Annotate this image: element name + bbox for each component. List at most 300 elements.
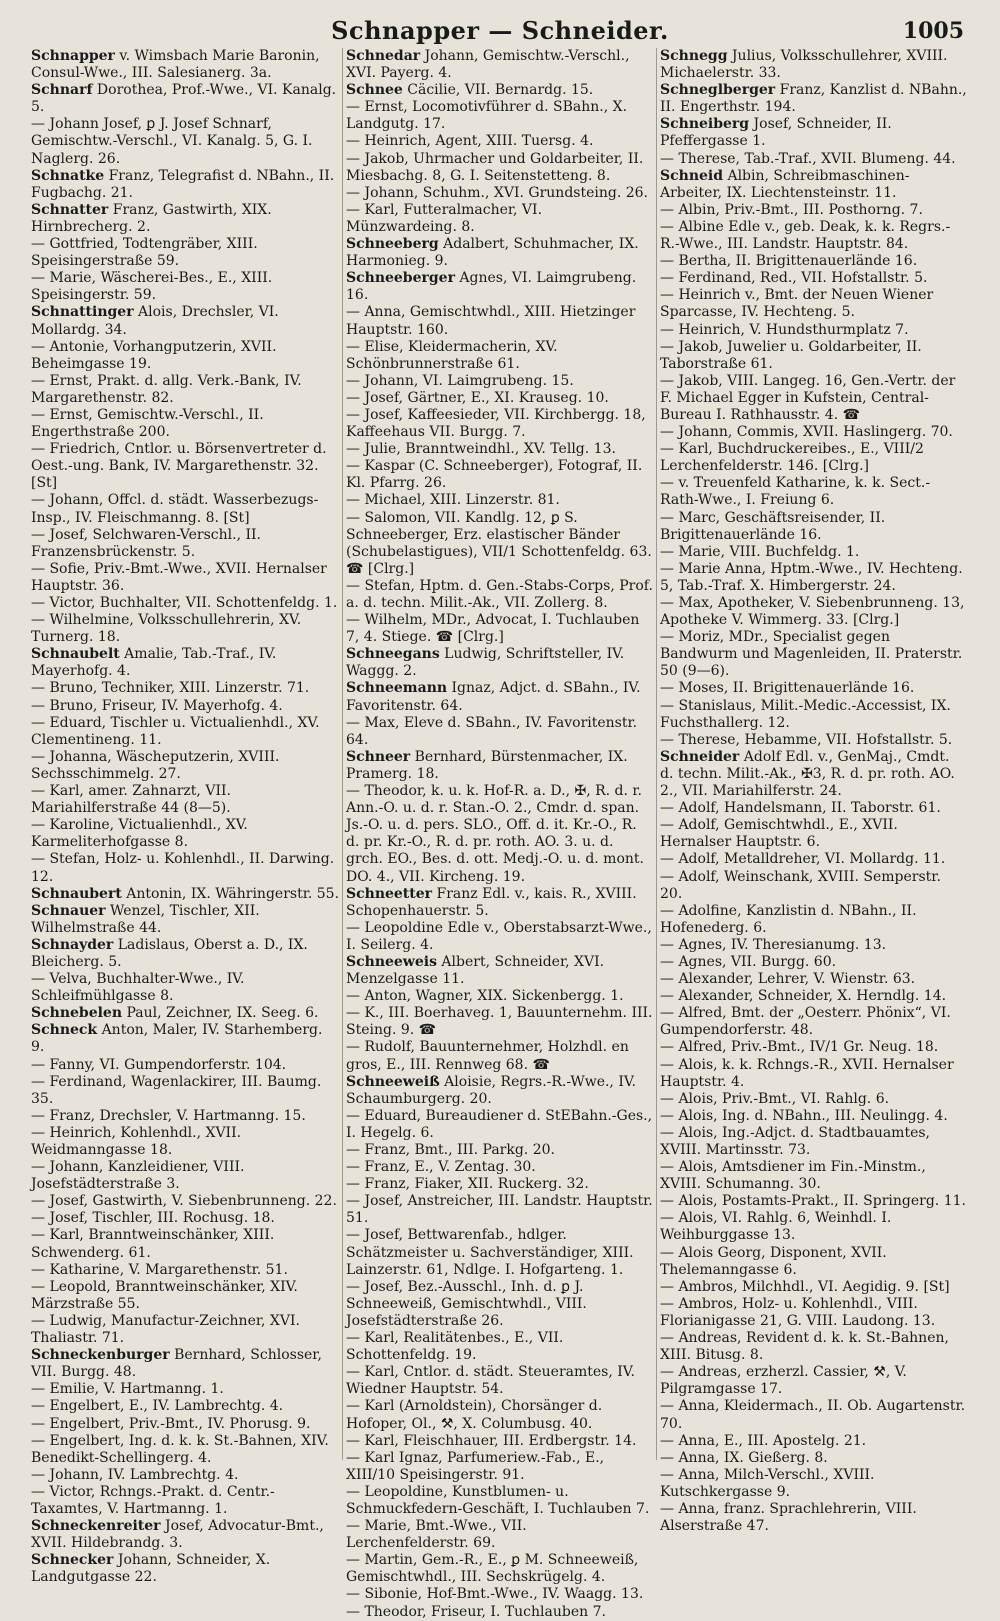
entry-text: — Johann, VI. Laimgrubeng. 15. [346, 372, 574, 389]
directory-entry [31, 116, 339, 167]
directory-entry [660, 629, 967, 680]
directory-entry [346, 886, 653, 920]
entry-text: — Marie, Wäscherei-Bes., E., XIII. Speisingerstr. 59. [31, 270, 273, 304]
directory-entry [660, 82, 967, 116]
directory-entry [660, 1330, 967, 1364]
entry-text: — Ernst, Prakt. d. allg. Verk.-Bank, IV. Margarethenstr. 82. [31, 372, 302, 406]
entry-surname: Schneider [660, 748, 740, 765]
directory-entry [31, 339, 339, 373]
directory-entry [31, 680, 339, 697]
directory-entry [31, 1279, 339, 1313]
entry-text: Ignaz, Adjct. d. SBahn., IV. Favoritenstr. 64. [346, 680, 641, 714]
entry-text: Cäcilie, VII. Bernardg. 15. [402, 82, 594, 99]
entry-text: — Elise, Kleidermacherin, XV. Schönbrunnerstraße 61. [346, 338, 558, 372]
directory-entry [660, 544, 967, 561]
directory-entry [31, 304, 339, 338]
directory-entry [660, 116, 967, 150]
entry-text: — Alois, Ing.-Adjct. d. Stadtbauamtes, XVIII. Martinsstr. 73. [660, 1124, 931, 1158]
directory-entry [31, 1381, 339, 1398]
directory-entry [31, 1262, 339, 1279]
entry-text: — Johann, Commis, XVII. Haslingerg. 70. [660, 424, 953, 441]
entry-text: — Therese, Hebamme, VII. Hofstallstr. 5. [660, 731, 953, 748]
entry-text: — Karl, amer. Zahnarzt, VII. Mariahilferstraße 44 (8—5). [31, 783, 231, 817]
entry-surname: Schneiberg [660, 116, 750, 133]
directory-entry [660, 1398, 967, 1432]
entry-text: — Victor, Rchngs.-Prakt. d. Centr.-Taxamtes, V. Hartmanng. 1. [31, 1483, 275, 1517]
column-middle [342, 48, 656, 1620]
directory-entry [31, 971, 339, 1005]
directory-entry [346, 185, 653, 202]
entry-surname: Schnaubert [31, 885, 122, 902]
entry-text: Antonin, IX. Währingerstr. 55. [121, 885, 340, 902]
directory-entry [31, 1210, 339, 1227]
entry-text: — Therese, Tab.-Traf., XVII. Blumeng. 44. [660, 150, 956, 167]
entry-text: — Alois, Postamts-Prakt., II. Springerg. 11. [660, 1193, 966, 1210]
entry-text: — Agnes, IV. Theresianumg. 13. [660, 936, 887, 953]
directory-entry [346, 82, 653, 99]
entry-text: — Moriz, MDr., Specialist gegen Bandwurm und Magenleiden, II. Praterstr. 50 (9—6). [660, 629, 963, 680]
directory-entry [660, 749, 967, 800]
directory-entry [660, 903, 967, 937]
entry-text: — Bruno, Friseur, IV. Mayerhofg. 4. [31, 697, 283, 714]
directory-entry [660, 219, 967, 253]
entry-surname: Schneemann [346, 680, 448, 697]
entry-text: — Alois Georg, Disponent, XVII. Thelemanngasse 6. [660, 1244, 887, 1278]
entry-text: — Ferdinand, Red., VII. Hofstallstr. 5. [660, 270, 928, 287]
entry-text: — Heinrich, V. Hundsthurmplatz 7. [660, 321, 909, 338]
directory-entry [660, 168, 967, 202]
directory-entry [31, 1193, 339, 1210]
directory-entry [660, 510, 967, 544]
entry-surname: Schnattinger [31, 304, 134, 321]
entry-text: — Marie, Bmt.-Wwe., VII. Lerchenfelderstr. 69. [346, 1518, 527, 1552]
directory-entry [31, 1005, 339, 1022]
entry-text: — Karl, Branntweinschänker, XIII. Schwenderg. 61. [31, 1227, 275, 1261]
directory-entry [31, 886, 339, 903]
entry-text: — v. Treuenfeld Katharine, k. k. Sect.-Rath-Wwe., I. Freiung 6. [660, 475, 931, 509]
directory-entry [31, 903, 339, 937]
entry-text: — Stefan, Hptm. d. Gen.-Stabs-Corps, Prof. a. d. techn. Milit.-Ak., VII. Zollerg. 8. [346, 577, 653, 611]
entry-text: — Julie, Branntweindhl., XV. Tellg. 13. [346, 441, 616, 458]
directory-entry [660, 1467, 967, 1501]
directory-entry [346, 99, 653, 133]
directory-entry [31, 441, 339, 492]
entry-text: — Max, Apotheker, V. Siebenbrunneng. 13, Apotheke V. Wimmerg. 33. [Clrg.] [660, 595, 965, 629]
entry-text: Ludwig, Schriftsteller, IV. Waggg. 2. [346, 646, 625, 680]
entry-text: — Johann, IV. Lambrechtg. 4. [31, 1466, 239, 1483]
directory-entry [346, 236, 653, 270]
directory-entry [31, 817, 339, 851]
directory-entry [660, 1125, 967, 1159]
entry-text: — Alois, Priv.-Bmt., VI. Rahlg. 6. [660, 1090, 890, 1107]
entry-text: — Eduard, Tischler u. Victualienhdl., XV. Clementineng. 11. [31, 714, 320, 748]
directory-entry [660, 1159, 967, 1193]
entry-text: — Alois, Amtsdiener im Fin.-Minstm., XVIII. Schumanng. 30. [660, 1159, 926, 1193]
directory-entry [660, 1364, 967, 1398]
directory-entry [346, 1039, 653, 1073]
entry-text: — Martin, Gem.-R., E., ꝑ M. Schneeweiß, Gemischtwhdl., III. Sechskrügelg. 4. [346, 1552, 639, 1586]
entry-text: — Wilhelm, MDr., Advocat, I. Tuchlauben 7, 4. Stiege. ☎ [Clrg.] [346, 612, 640, 646]
directory-entry [31, 937, 339, 971]
directory-entry [31, 48, 339, 82]
entry-surname: Schneer [346, 748, 411, 765]
directory-entry [31, 1416, 339, 1433]
entry-text: — Franz, Bmt., III. Parkg. 20. [346, 1142, 555, 1158]
entry-text: — Alois, k. k. Rchngs.-R., XVII. Hernalser Hauptstr. 4. [660, 1056, 954, 1090]
entry-text: — Johann, Kanzleidiener, VIII. Josefstädterstraße 3. [31, 1159, 245, 1193]
directory-entry [31, 783, 339, 817]
directory-entry [346, 646, 653, 680]
entry-text: Franz Edl. v., kais. R., XVIII. Schopenhauerstr. 5. [346, 885, 637, 919]
entry-text: — Josef, Selchwaren-Verschl., II. Franzensbrückenstr. 5. [31, 526, 261, 560]
entry-text: — Theodor, Friseur, I. Tuchlauben 7. [346, 1603, 606, 1620]
directory-entry [31, 749, 339, 783]
entry-text: — Bertha, II. Brigittenauerlände 16. [660, 253, 918, 270]
entry-surname: Schnapper [31, 48, 115, 64]
entry-text: — Karoline, Victualienhdl., XV. Karmeliterhofgasse 8. [31, 817, 248, 851]
entry-surname: Schneeberger [346, 270, 455, 287]
entry-text: Dorothea, Prof.-Wwe., VI. Kanalg. 5. [31, 82, 337, 116]
entry-surname: Schnebelen [31, 1005, 122, 1022]
directory-entry [346, 578, 653, 612]
directory-entry [660, 1210, 967, 1244]
entry-text: — Alois, VI. Rahlg. 6, Weinhdl. I. Weihburggasse 13. [660, 1210, 892, 1244]
entry-text: — Ernst, Gemischtw.-Verschl., II. Engerthstraße 200. [31, 406, 264, 441]
directory-entry [31, 1227, 339, 1261]
entry-surname: Schnayder [31, 936, 114, 953]
directory-entry [660, 954, 967, 971]
page-title: Schnapper — Schneider. [331, 16, 669, 45]
directory-entry [660, 1501, 967, 1535]
entry-text: Adolf Edl. v., GenMaj., Cmdt. d. techn. Milit.-Ak., ✠3, R. d. pr. roth. AO. 2., VII. Mariahilferstr. 24. [660, 748, 955, 800]
entry-text: — Josef, Bettwarenfab., hdlger. Schätzmeister u. Sachverständiger, XIII. Lainzerstr. 61, Ndlge. I. Hofgarteng. 1. [346, 1227, 634, 1278]
directory-entry [31, 270, 339, 304]
directory-entry [660, 373, 967, 424]
directory-entry [31, 1074, 339, 1108]
directory-entry [660, 732, 967, 749]
entry-surname: Schnegg [660, 48, 728, 64]
directory-entry [660, 1057, 967, 1091]
column-left [28, 48, 342, 1586]
entry-text: Anton, Maler, IV. Starhemberg. 9. [31, 1022, 323, 1056]
entry-text: — Leopold, Branntweinschänker, XIV. Märzstraße 55. [31, 1278, 298, 1312]
entry-text: — Adolf, Metalldreher, VI. Mollardg. 11. [660, 851, 946, 868]
entry-text: — Anna, E., III. Apostelg. 21. [660, 1432, 867, 1449]
directory-entry [31, 1398, 339, 1415]
entry-text: — Karl (Arnoldstein), Chorsänger d. Hofoper, Ol., ⚒, X. Columbusg. 40. [346, 1398, 603, 1432]
entry-surname: Schneckenreiter [31, 1518, 161, 1535]
entry-text: — Sibonie, Hof-Bmt.-Wwe., IV. Waagg. 13. [346, 1586, 644, 1603]
directory-entry [660, 1108, 967, 1125]
directory-entry [346, 492, 653, 509]
directory-entry [346, 202, 653, 236]
directory-entry [660, 988, 967, 1005]
entry-text: — Franz, Drechsler, V. Hartmanng. 15. [31, 1107, 306, 1124]
directory-entry [660, 322, 967, 339]
entry-text: — Engelbert, Priv.-Bmt., IV. Phorusg. 9. [31, 1415, 311, 1432]
directory-entry [31, 1484, 339, 1518]
entry-surname: Schnatter [31, 201, 109, 218]
entry-text: — Fanny, VI. Gumpendorferstr. 104. [31, 1056, 287, 1073]
entry-text: — Karl, Realitätenbes., E., VII. Schottenfeldg. 19. [346, 1330, 564, 1364]
directory-entry [31, 1433, 339, 1467]
entry-text: — Ambros, Holz- u. Kohlenhdl., VIII. Florianigasse 21, G. VIII. Laudong. 13. [660, 1295, 936, 1329]
directory-entry [31, 1057, 339, 1074]
entry-text: — Alfred, Priv.-Bmt., IV/1 Gr. Neug. 18. [660, 1039, 939, 1056]
entry-text: — Andreas, Revident d. k. k. St.-Bahnen, XIII. Bitusg. 8. [660, 1330, 949, 1364]
directory-entry [660, 441, 967, 475]
directory-entry [346, 407, 653, 441]
entry-text: — Anton, Wagner, XIX. Sickenbergg. 1. [346, 988, 624, 1005]
directory-entry [660, 1039, 967, 1056]
directory-entry [660, 475, 967, 509]
entry-text: Amalie, Tab.-Traf., IV. Mayerhofg. 4. [31, 646, 277, 680]
entry-text: — Adolf, Gemischtwhdl., E., XVII. Hernalser Hauptstr. 6. [660, 817, 898, 851]
entry-surname: Schneeweiß [346, 1073, 440, 1090]
entry-text: — Albine Edle v., geb. Deak, k. k. Regrs.-R.-Wwe., III. Landstr. Hauptstr. 84. [660, 218, 951, 253]
directory-entry [346, 715, 653, 749]
directory-entry [346, 270, 653, 304]
entry-text: — Alois, Ing. d. NBahn., III. Neulingg. 4. [660, 1107, 948, 1124]
entry-text: — Leopoldine Edle v., Oberstabsarzt-Wwe., I. Seilerg. 4. [346, 919, 652, 953]
entry-text: Bernhard, Schlosser, VII. Burgg. 48. [31, 1347, 322, 1381]
entry-text: Agnes, VI. Laimgrubeng. 16. [346, 270, 637, 304]
directory-entry [346, 749, 653, 783]
entry-text: Albert, Schneider, XVI. Menzelgasse 11. [346, 953, 605, 988]
entry-surname: Schnecker [31, 1552, 114, 1569]
directory-entry [346, 680, 653, 714]
entry-text: — Karl Ignaz, Parfumeriew.-Fab., E., XIII/10 Speisingerstr. 91. [346, 1449, 605, 1483]
entry-surname: Schneglberger [660, 82, 776, 99]
entry-text: — Friedrich, Cntlor. u. Börsenvertreter d. Oest.-ung. Bank, IV. Margarethenstr. 32. [St] [31, 441, 327, 492]
entry-text: — Engelbert, E., IV. Lambrechtg. 4. [31, 1398, 284, 1415]
entry-text: — Engelbert, Ing. d. k. k. St.-Bahnen, XIV. Benedikt-Schellingerg. 4. [31, 1432, 329, 1466]
directory-entry [346, 1108, 653, 1142]
directory-entry [31, 1313, 339, 1347]
directory-entry [660, 698, 967, 732]
directory-entry [660, 1450, 967, 1467]
entry-text: Adalbert, Schuhmacher, IX. Harmonieg. 9. [346, 236, 639, 270]
directory-columns [28, 48, 972, 1620]
directory-entry [346, 133, 653, 150]
entry-text: Ladislaus, Oberst a. D., IX. Bleicherg. 5. [31, 936, 308, 970]
directory-entry [346, 920, 653, 954]
entry-text: — Anna, Milch-Verschl., XVIII. Kutschkergasse 9. [660, 1466, 875, 1500]
entry-text: — Alfred, Bmt. der „Oesterr. Phönix“, VI. Gumpendorferstr. 48. [660, 1005, 951, 1039]
directory-entry [346, 1484, 653, 1518]
entry-text: — Anna, Gemischtwhdl., XIII. Hietzinger Hauptstr. 160. [346, 304, 636, 338]
entry-text: Albin, Schreibmaschinen-Arbeiter, IX. Liechtensteinstr. 11. [660, 167, 910, 201]
entry-text: — Josef, Bez.-Ausschl., Inh. d. ꝑ J. Schneeweiß, Gemischtwhdl., VIII. Josefstädterstraße 26. [346, 1278, 587, 1329]
entry-text: Josef, Advocatur-Bmt., XVII. Hildebrandg. 3. [31, 1518, 324, 1552]
directory-entry [346, 783, 653, 886]
directory-entry [346, 988, 653, 1005]
directory-entry [346, 1142, 653, 1159]
directory-entry [346, 1159, 653, 1176]
entry-text: — Josef, Tischler, III. Rochusg. 18. [31, 1210, 275, 1227]
entry-text: — Salomon, VII. Kandlg. 12, ꝑ S. Schneeberger, Erz. elastischer Bänder (Schubelastigues), VII/1 Schottenfeldg. 63. ☎ [Clrg.] [346, 509, 652, 577]
entry-text: Josef, Schneider, II. Pfeffergasse 1. [660, 116, 892, 150]
column-right [656, 48, 970, 1535]
directory-entry [660, 151, 967, 168]
entry-text: — Sofie, Priv.-Bmt.-Wwe., XVII. Hernalser Hauptstr. 36. [31, 560, 327, 594]
directory-entry [660, 1091, 967, 1108]
entry-surname: Schneegans [346, 646, 440, 663]
directory-entry [31, 407, 339, 441]
directory-entry [346, 1279, 653, 1330]
entry-text: — Johann, Schuhm., XVI. Grundsteing. 26. [346, 184, 648, 201]
directory-entry [346, 510, 653, 578]
directory-entry [346, 954, 653, 988]
directory-entry [31, 1347, 339, 1381]
entry-text: — Karl, Cntlor. d. städt. Steueramtes, IV. Wiedner Hauptstr. 54. [346, 1364, 635, 1398]
directory-entry [31, 527, 339, 561]
entry-text: — Marie Anna, Hptm.-Wwe., IV. Hechteng. 5, Tab.-Traf. X. Himbergerstr. 24. [660, 560, 963, 594]
entry-text: — Jakob, Juwelier u. Goldarbeiter, II. Taborstraße 61. [660, 338, 922, 372]
directory-entry [31, 646, 339, 680]
entry-text: — Anna, franz. Sprachlehrerin, VIII. Alserstraße 47. [660, 1500, 917, 1535]
directory-entry [660, 1245, 967, 1279]
entry-surname: Schnauer [31, 902, 106, 919]
directory-entry [346, 1433, 653, 1450]
entry-text: — Adolfine, Kanzlistin d. NBahn., II. Hofenederg. 6. [660, 902, 917, 936]
directory-entry [660, 817, 967, 851]
directory-entry [31, 373, 339, 407]
entry-text: — Jakob, VIII. Langeg. 16, Gen.-Vertr. der F. Michael Egger in Kufstein, Central-Bureau I. Rathhausstr. 4. ☎ [660, 372, 956, 423]
directory-entry [31, 715, 339, 749]
directory-entry [660, 270, 967, 287]
entry-text: — Antonie, Vorhangputzerin, XVII. Beheimgasse 19. [31, 338, 277, 372]
entry-surname: Schnatke [31, 167, 105, 184]
entry-surname: Schneid [660, 167, 724, 184]
entry-text: — Andreas, erzherzl. Cassier, ⚒, V. Pilgramgasse 17. [660, 1364, 907, 1398]
entry-text: — Alexander, Schneider, X. Herndlg. 14. [660, 988, 947, 1005]
directory-entry [346, 373, 653, 390]
directory-entry [660, 1193, 967, 1210]
entry-text: Bernhard, Bürstenmacher, IX. Pramerg. 18. [346, 748, 628, 782]
entry-text: — Kaspar (C. Schneeberger), Fotograf, II. Kl. Pfarrg. 26. [346, 458, 643, 492]
entry-text: — Gottfried, Todtengräber, XIII. Speisingerstraße 59. [31, 236, 258, 270]
directory-entry [660, 287, 967, 321]
entry-text: — Heinrich, Agent, XIII. Tuersg. 4. [346, 133, 594, 150]
directory-entry [346, 339, 653, 373]
directory-entry [660, 1005, 967, 1039]
entry-text: Alois, Drechsler, VI. Mollardg. 34. [31, 304, 279, 338]
directory-entry [660, 561, 967, 595]
entry-text: — Heinrich, Kohlenhdl., XVII. Weidmanngasse 18. [31, 1124, 242, 1158]
entry-text: — Marc, Geschäftsreisender, II. Brigittenauerlände 16. [660, 509, 886, 543]
entry-text: — Michael, XIII. Linzerstr. 81. [346, 492, 560, 509]
entry-text: — Stefan, Holz- u. Kohlenhdl., II. Darwing. 12. [31, 851, 335, 885]
entry-surname: Schnedar [346, 48, 421, 64]
directory-entry [660, 1433, 967, 1450]
directory-entry [346, 1193, 653, 1227]
entry-surname: Schneeberg [346, 236, 439, 253]
entry-text: — Anna, IX. Gießerg. 8. [660, 1449, 828, 1466]
directory-entry [660, 937, 967, 954]
directory-entry [660, 339, 967, 373]
directory-entry [31, 236, 339, 270]
page-header [0, 8, 1000, 44]
entry-text: — Agnes, VII. Burgg. 60. [660, 953, 837, 970]
entry-text: — Alexander, Lehrer, V. Wienstr. 63. [660, 971, 916, 988]
directory-entry [346, 1450, 653, 1484]
directory-entry [346, 151, 653, 185]
directory-entry [660, 253, 967, 270]
directory-entry [31, 698, 339, 715]
directory-entry [31, 202, 339, 236]
entry-text: — Karl, Futteralmacher, VI. Münzwardeing. 8. [346, 201, 543, 235]
entry-text: v. Wimsbach Marie Baronin, Consul-Wwe., III. Salesianerg. 3a. [31, 48, 320, 82]
entry-text: — Ludwig, Manufactur-Zeichner, XVI. Thaliastr. 71. [31, 1312, 300, 1347]
entry-text: — Wilhelmine, Volksschullehrerin, XV. Turnerg. 18. [31, 612, 302, 646]
entry-text: — Katharine, V. Margarethenstr. 51. [31, 1261, 288, 1278]
entry-text: — Moses, II. Brigittenauerlände 16. [660, 680, 915, 697]
directory-entry [346, 1518, 653, 1552]
entry-text: — Adolf, Weinschank, XVIII. Semperstr. 20. [660, 868, 941, 902]
entry-text: — Eduard, Bureaudiener d. StEBahn.-Ges., I. Hegelg. 6. [346, 1107, 653, 1141]
entry-surname: Schneck [31, 1022, 98, 1039]
directory-entry [660, 800, 967, 817]
entry-text: — Rudolf, Bauunternehmer, Holzhdl. en gros, E., III. Rennweg 68. ☎ [346, 1039, 629, 1073]
entry-text: — Adolf, Handelsmann, II. Taborstr. 61. [660, 800, 941, 817]
directory-entry [660, 869, 967, 903]
directory-entry [31, 595, 339, 612]
entry-text: — Heinrich v., Bmt. der Neuen Wiener Sparcasse, IV. Hechteng. 5. [660, 287, 934, 321]
entry-text: — K., III. Boerhaveg. 1, Bauunternehm. III. Steing. 9. ☎ [346, 1005, 653, 1039]
entry-text: Johann, Gemischtw.-Verschl., XVI. Payerg. 4. [346, 48, 630, 82]
directory-entry [31, 492, 339, 526]
directory-entry [346, 1005, 653, 1039]
entry-text: — Josef, Kaffeesieder, VII. Kirchbergg. 18, Kaffeehaus VII. Burgg. 7. [346, 406, 646, 441]
entry-text: — Franz, Fiaker, XII. Ruckerg. 32. [346, 1176, 589, 1193]
entry-text: Franz, Telegrafist d. NBahn., II. Fugbachg. 21. [31, 167, 335, 201]
directory-entry [346, 1586, 653, 1603]
directory-entry [346, 48, 653, 82]
directory-entry [31, 1125, 339, 1159]
directory-entry [346, 612, 653, 646]
directory-entry [346, 390, 653, 407]
directory-entry [346, 1604, 653, 1621]
entry-text: — Johann Josef, ꝑ J. Josef Schnarf, Gemischtw.-Verschl., VI. Kanalg. 5, G. I. Naglerg. 26. [31, 116, 313, 167]
entry-text: — Ambros, Milchhdl., VI. Aegidig. 9. [St] [660, 1278, 950, 1295]
directory-entry [31, 1022, 339, 1056]
entry-text: — Emilie, V. Hartmanng. 1. [31, 1381, 224, 1398]
entry-text: — Ernst, Locomotivführer d. SBahn., X. Landgutg. 17. [346, 99, 628, 133]
entry-text: Johann, Schneider, X. Landgutgasse 22. [31, 1552, 271, 1586]
directory-entry [660, 851, 967, 868]
directory-entry [660, 971, 967, 988]
entry-text: — Josef, Anstreicher, III. Landstr. Hauptstr. 51. [346, 1193, 653, 1227]
directory-entry [31, 612, 339, 646]
directory-entry [660, 202, 967, 219]
entry-text: — Franz, E., V. Zentag. 30. [346, 1159, 536, 1176]
entry-text: — Josef, Gastwirth, V. Siebenbrunneng. 22. [31, 1193, 337, 1210]
directory-entry [346, 1330, 653, 1364]
directory-entry [31, 1552, 339, 1586]
entry-text: — Albin, Priv.-Bmt., III. Posthorng. 7. [660, 201, 923, 218]
directory-entry [346, 458, 653, 492]
directory-entry [346, 304, 653, 338]
entry-text: Aloisie, Regrs.-R.-Wwe., IV. Schaumburgerg. 20. [346, 1073, 636, 1107]
entry-text: — Marie, VIII. Buchfeldg. 1. [660, 543, 860, 560]
entry-text: — Max, Eleve d. SBahn., IV. Favoritenstr. 64. [346, 714, 638, 748]
entry-text: — Jakob, Uhrmacher und Goldarbeiter, II. Miesbachg. 8, G. I. Seitenstetteng. 8. [346, 150, 644, 184]
directory-entry [660, 1279, 967, 1296]
entry-text: — Johann, Offcl. d. städt. Wasserbezugs-Insp., IV. Fleischmanng. 8. [St] [31, 492, 319, 526]
directory-entry [31, 561, 339, 595]
entry-text: — Velva, Buchhalter-Wwe., IV. Schleifmühlgasse 8. [31, 971, 245, 1005]
